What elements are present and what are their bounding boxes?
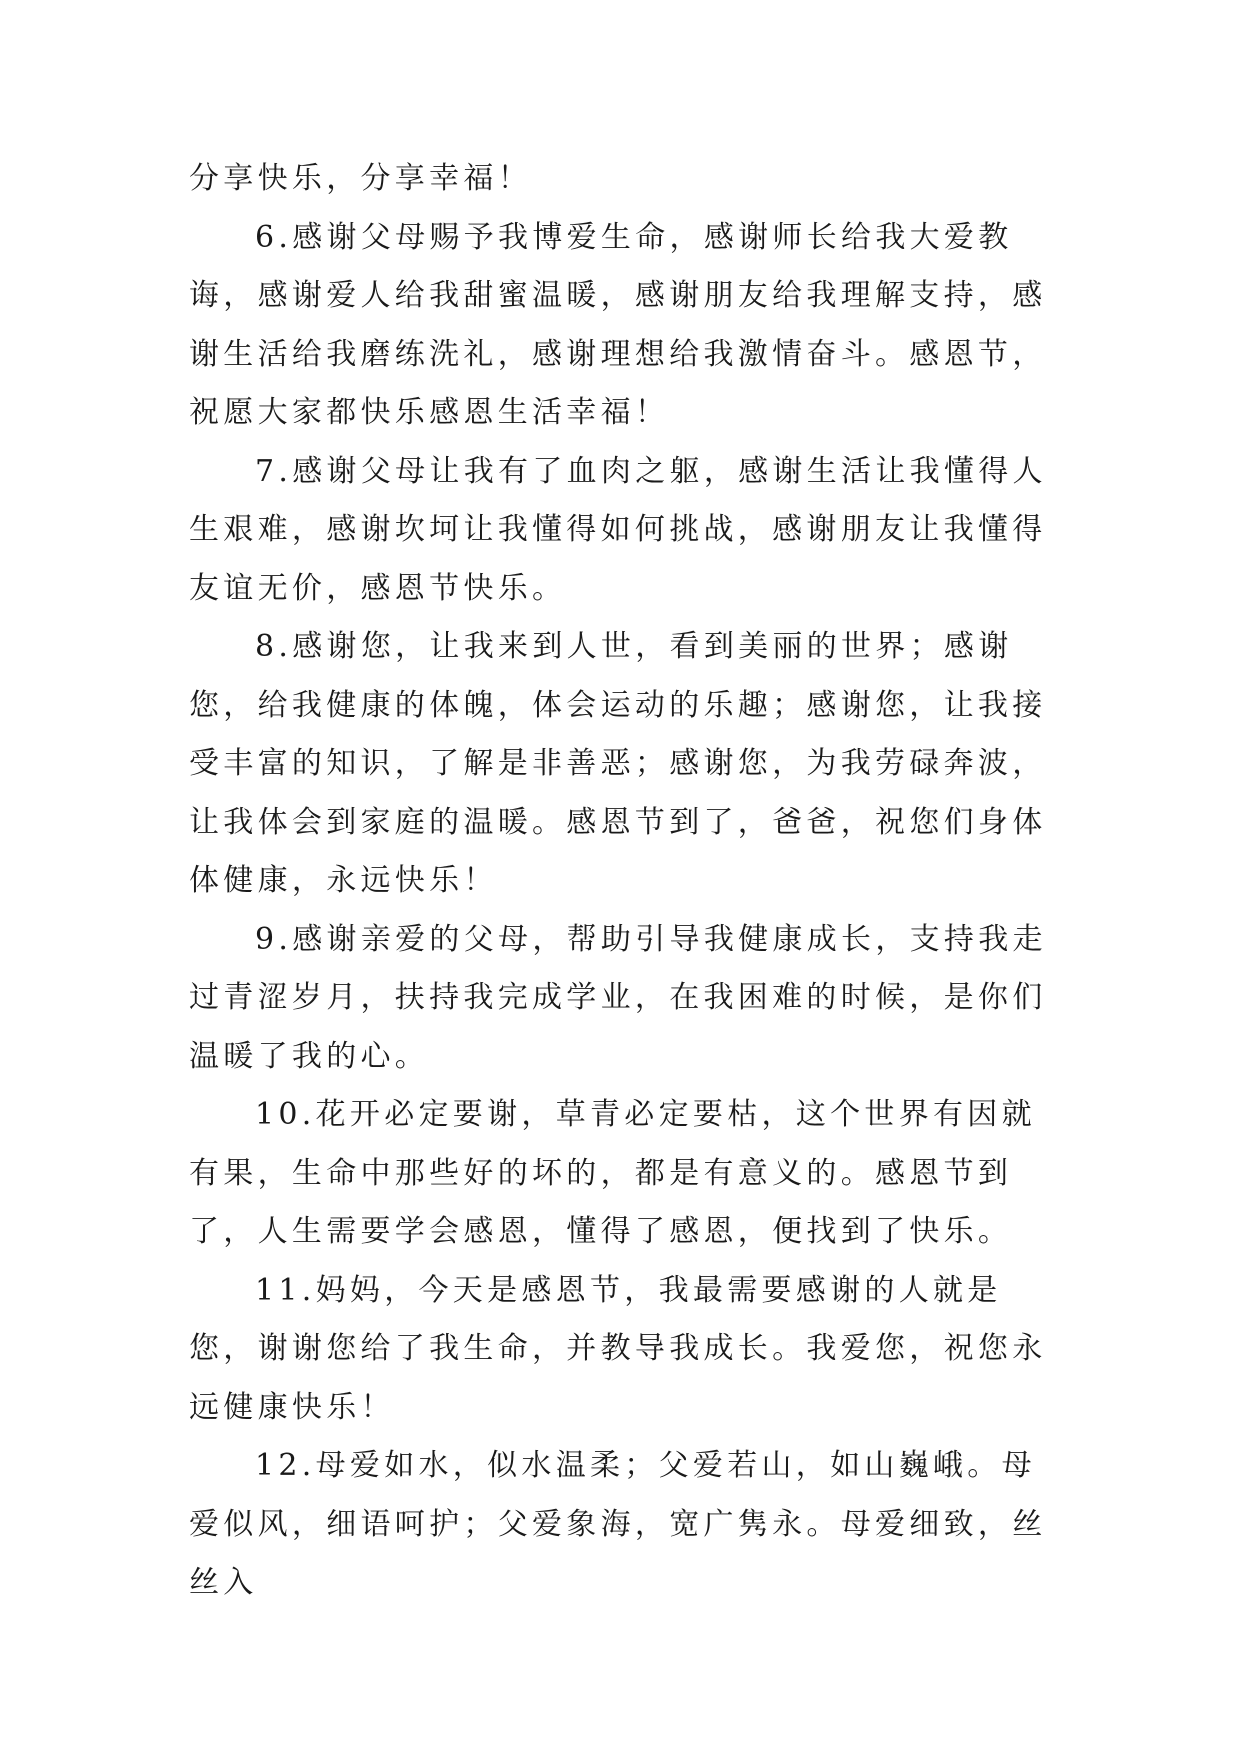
paragraph-item-9: 9.感谢亲爱的父母，帮助引导我健康成长，支持我走过青涩岁月，扶持我完成学业，在我困难的时候，是你们温暖了我的心。 [189, 921, 1047, 1074]
paragraph-item-6: 6.感谢父母赐予我博爱生命，感谢师长给我大爱教诲，感谢爱人给我甜蜜温暖，感谢朋友给我理解支持，感谢生活给我磨练洗礼，感谢理想给我激情奋斗。感恩节，祝愿大家都快乐感恩生活幸福！ [189, 219, 1047, 430]
paragraph-item-10: 10.花开必定要谢，草青必定要枯，这个世界有因就有果，生命中那些好的坏的，都是有意义的。感恩节到了，人生需要学会感恩，懂得了感恩，便找到了快乐。 [189, 1097, 1036, 1249]
paragraph-item-8: 8.感谢您，让我来到人世，看到美丽的世界；感谢您，给我健康的体魄，体会运动的乐趣；感谢您，让我接受丰富的知识，了解是非善恶；感谢您，为我劳碌奔波，让我体会到家庭的温暖。感恩节到了，爸爸，祝您们身体体健康，永远快乐！ [189, 629, 1047, 898]
paragraph-item-12: 12.母爱如水，似水温柔；父爱若山，如山巍峨。母爱似风，细语呵护；父爱象海，宽广隽永。母爱细致，丝丝入 [189, 1448, 1047, 1600]
paragraph-item-11: 11.妈妈，今天是感恩节，我最需要感谢的人就是您，谢谢您给了我生命，并教导我成长。我爱您，祝您永远健康快乐！ [189, 1272, 1047, 1425]
paragraph-continuation: 分享快乐，分享幸福！ [189, 161, 532, 196]
paragraph-item-7: 7.感谢父母让我有了血肉之躯，感谢生活让我懂得人生艰难，感谢坎坷让我懂得如何挑战，感谢朋友让我懂得友谊无价，感恩节快乐。 [189, 453, 1047, 606]
document-body [189, 150, 1059, 1613]
